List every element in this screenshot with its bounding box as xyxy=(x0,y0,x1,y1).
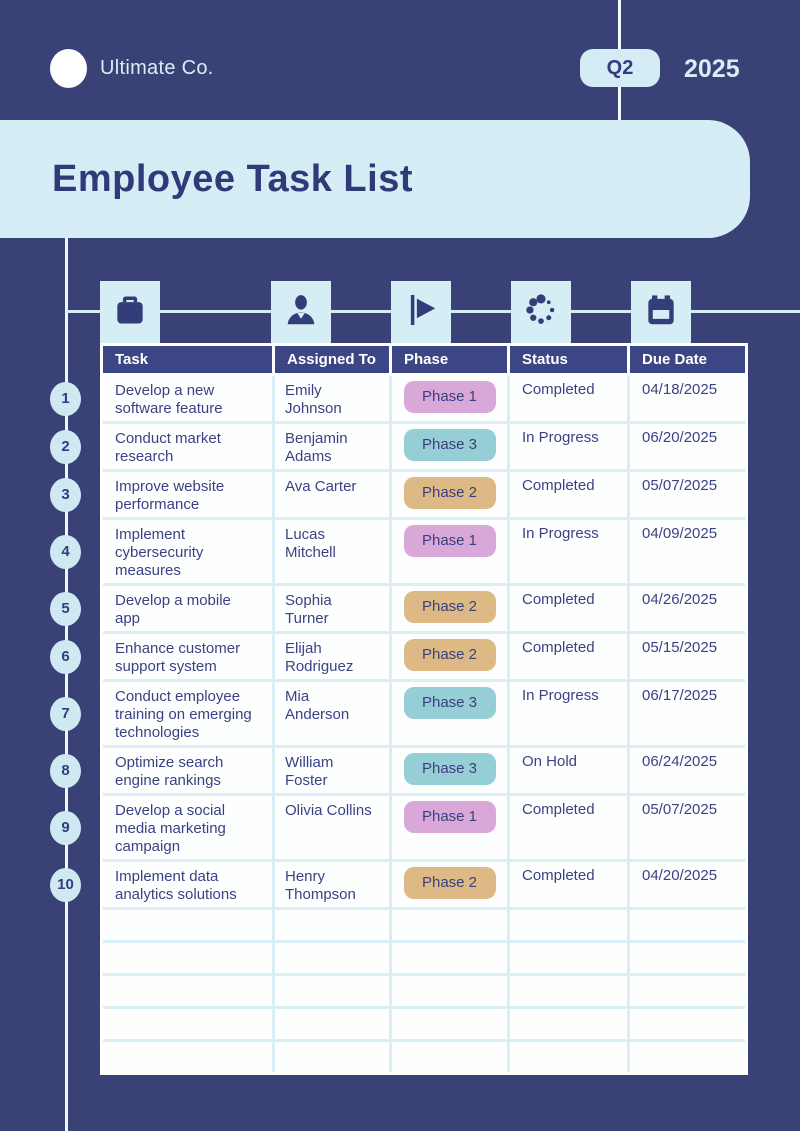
phase-cell xyxy=(392,586,507,631)
assigned-column-tile xyxy=(271,281,331,343)
assigned-to-cell: Benjamin Adams xyxy=(275,424,389,469)
progress-dots-icon xyxy=(522,291,560,334)
assigned-to-cell xyxy=(275,1042,389,1072)
phase-cell xyxy=(392,520,507,583)
phase-badge: Phase 3 xyxy=(404,687,496,719)
task-column-tile xyxy=(100,281,160,343)
assigned-to-cell xyxy=(275,910,389,940)
table-row xyxy=(103,976,745,1006)
row-number-badge: 8 xyxy=(50,754,81,788)
assigned-to-cell: Mia Anderson xyxy=(275,682,389,745)
due-date-cell: 05/07/2025 xyxy=(630,796,745,859)
phase-badge: Phase 3 xyxy=(404,753,496,785)
row-number-badge: 1 xyxy=(50,382,81,416)
phase-cell xyxy=(392,1009,507,1039)
table-row xyxy=(103,943,745,973)
table-row xyxy=(103,424,745,469)
table-row xyxy=(103,586,745,631)
phase-cell xyxy=(392,682,507,745)
calendar-icon xyxy=(642,291,680,334)
column-header-assigned-to: Assigned To xyxy=(275,346,389,373)
briefcase-icon xyxy=(111,291,149,334)
task-cell: Develop a new software feature xyxy=(103,376,272,421)
table-row xyxy=(103,634,745,679)
task-cell: Implement cybersecurity measures xyxy=(103,520,272,583)
phase-cell xyxy=(392,943,507,973)
row-number-badge: 7 xyxy=(50,697,81,731)
company-name: Ultimate Co. xyxy=(100,57,214,79)
task-cell: Conduct market research xyxy=(103,424,272,469)
phase-badge: Phase 1 xyxy=(404,381,496,413)
task-cell: Develop a mobile app xyxy=(103,586,272,631)
due-date-cell: 04/26/2025 xyxy=(630,586,745,631)
table-header-row xyxy=(103,346,745,373)
status-cell: Completed xyxy=(510,376,627,421)
phase-badge: Phase 1 xyxy=(404,525,496,557)
table-row xyxy=(103,1009,745,1039)
table-row xyxy=(103,682,745,745)
row-number-badge: 9 xyxy=(50,811,81,845)
quarter-badge: Q2 xyxy=(580,49,660,87)
due-date-cell: 06/24/2025 xyxy=(630,748,745,793)
status-column-tile xyxy=(511,281,571,343)
status-cell: Completed xyxy=(510,586,627,631)
due-date-cell xyxy=(630,1009,745,1039)
status-cell: Completed xyxy=(510,472,627,517)
phase-cell xyxy=(392,976,507,1006)
phase-badge: Phase 3 xyxy=(404,429,496,461)
assigned-to-cell: Henry Thompson xyxy=(275,862,389,907)
row-number-badge: 2 xyxy=(50,430,81,464)
assigned-to-cell: Emily Johnson xyxy=(275,376,389,421)
assigned-to-cell xyxy=(275,1009,389,1039)
table-row xyxy=(103,520,745,583)
column-header-phase: Phase xyxy=(392,346,507,373)
row-number-badge: 3 xyxy=(50,478,81,512)
phase-cell xyxy=(392,424,507,469)
task-cell xyxy=(103,1042,272,1072)
flag-icon xyxy=(402,291,440,334)
status-cell xyxy=(510,910,627,940)
task-cell: Enhance customer support system xyxy=(103,634,272,679)
year-label: 2025 xyxy=(684,55,740,83)
due-date-cell xyxy=(630,910,745,940)
due-date-cell: 05/07/2025 xyxy=(630,472,745,517)
status-cell xyxy=(510,1009,627,1039)
due-date-cell: 06/20/2025 xyxy=(630,424,745,469)
task-cell: Conduct employee training on emerging technologies xyxy=(103,682,272,745)
task-cell: Improve website performance xyxy=(103,472,272,517)
task-cell xyxy=(103,1009,272,1039)
due-date-cell: 06/17/2025 xyxy=(630,682,745,745)
task-cell: Optimize search engine rankings xyxy=(103,748,272,793)
row-number-badge: 6 xyxy=(50,640,81,674)
phase-badge: Phase 2 xyxy=(404,867,496,899)
table-row xyxy=(103,910,745,940)
status-cell: Completed xyxy=(510,862,627,907)
row-number-badge: 10 xyxy=(50,868,81,902)
status-cell xyxy=(510,943,627,973)
phase-cell xyxy=(392,376,507,421)
assigned-to-cell: Olivia Collins xyxy=(275,796,389,859)
page-title: Employee Task List xyxy=(52,157,413,200)
table-row xyxy=(103,1042,745,1072)
status-cell: Completed xyxy=(510,796,627,859)
phase-badge: Phase 2 xyxy=(404,477,496,509)
status-cell: Completed xyxy=(510,634,627,679)
assigned-to-cell: Elijah Rodriguez xyxy=(275,634,389,679)
assigned-to-cell: Sophia Turner xyxy=(275,586,389,631)
task-cell xyxy=(103,910,272,940)
person-icon xyxy=(282,291,320,334)
phase-cell xyxy=(392,748,507,793)
row-number-badge: 4 xyxy=(50,535,81,569)
status-cell: In Progress xyxy=(510,682,627,745)
assigned-to-cell: Lucas Mitchell xyxy=(275,520,389,583)
task-table xyxy=(100,343,748,1075)
status-cell: In Progress xyxy=(510,520,627,583)
due-date-cell: 04/20/2025 xyxy=(630,862,745,907)
title-banner xyxy=(0,120,750,238)
status-cell: In Progress xyxy=(510,424,627,469)
table-row xyxy=(103,862,745,907)
task-cell: Develop a social media marketing campaign xyxy=(103,796,272,859)
assigned-to-cell xyxy=(275,943,389,973)
task-cell: Implement data analytics solutions xyxy=(103,862,272,907)
table-row xyxy=(103,796,745,859)
phase-cell xyxy=(392,472,507,517)
status-cell xyxy=(510,1042,627,1072)
column-header-task: Task xyxy=(103,346,272,373)
phase-cell xyxy=(392,796,507,859)
phase-badge: Phase 1 xyxy=(404,801,496,833)
phase-cell xyxy=(392,910,507,940)
column-header-status: Status xyxy=(510,346,627,373)
status-cell xyxy=(510,976,627,1006)
table-row xyxy=(103,472,745,517)
due-date-cell xyxy=(630,1042,745,1072)
phase-badge: Phase 2 xyxy=(404,639,496,671)
table-body xyxy=(103,376,745,1072)
task-cell xyxy=(103,943,272,973)
task-cell xyxy=(103,976,272,1006)
due-date-cell: 04/18/2025 xyxy=(630,376,745,421)
company-logo xyxy=(50,49,87,88)
row-number-badge: 5 xyxy=(50,592,81,626)
due-date-cell: 04/09/2025 xyxy=(630,520,745,583)
status-cell: On Hold xyxy=(510,748,627,793)
phase-cell xyxy=(392,634,507,679)
table-row xyxy=(103,376,745,421)
phase-cell xyxy=(392,1042,507,1072)
left-vertical-line xyxy=(65,238,68,1131)
due-date-cell xyxy=(630,976,745,1006)
phase-badge: Phase 2 xyxy=(404,591,496,623)
assigned-to-cell xyxy=(275,976,389,1006)
assigned-to-cell: Ava Carter xyxy=(275,472,389,517)
assigned-to-cell: William Foster xyxy=(275,748,389,793)
table-row xyxy=(103,748,745,793)
phase-column-tile xyxy=(391,281,451,343)
due-date-cell: 05/15/2025 xyxy=(630,634,745,679)
phase-cell xyxy=(392,862,507,907)
column-header-due-date: Due Date xyxy=(630,346,745,373)
due-date-column-tile xyxy=(631,281,691,343)
due-date-cell xyxy=(630,943,745,973)
